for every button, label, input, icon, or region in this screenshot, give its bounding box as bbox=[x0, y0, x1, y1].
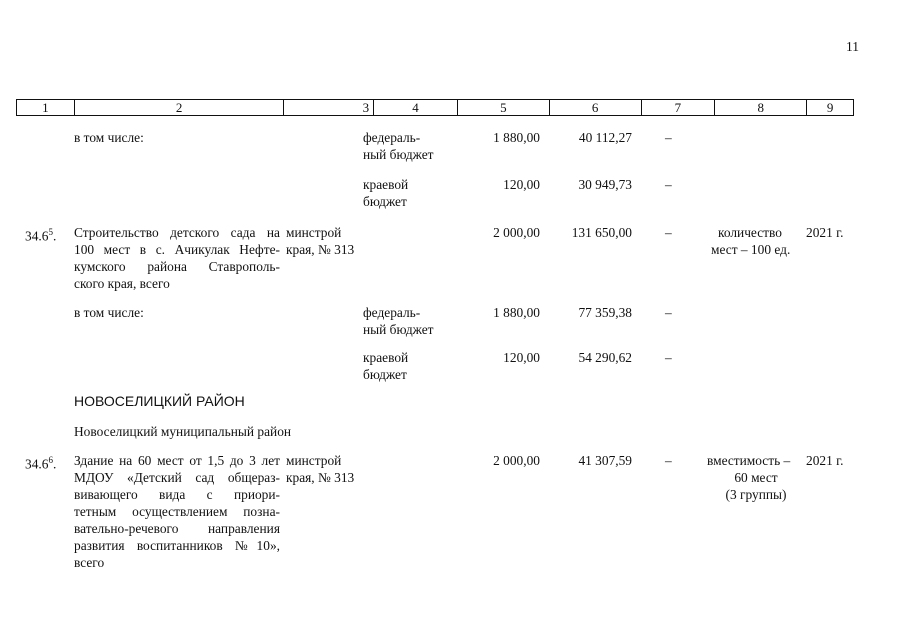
row-number: 34.6$^5$. bbox=[25, 227, 57, 244]
cell-col5: 1 880,00 bbox=[493, 130, 540, 145]
item-name bbox=[74, 452, 280, 571]
cell-col7: – bbox=[665, 305, 672, 320]
cell-col7: – bbox=[665, 225, 672, 240]
federal-budget-label: федераль- bbox=[363, 130, 421, 145]
cell-col5: 120,00 bbox=[503, 177, 540, 192]
item-name-line: тетным осуществлением позна- bbox=[74, 504, 280, 519]
cell-col5: 1 880,00 bbox=[493, 305, 540, 320]
header-cell-5: 5 bbox=[458, 100, 550, 115]
header-cell-8: 8 bbox=[715, 100, 807, 115]
header-cell-9: 9 bbox=[826, 100, 834, 115]
district-title: НОВОСЕЛИЦКИЙ РАЙОН bbox=[74, 393, 245, 409]
indicator: количество bbox=[718, 225, 782, 240]
header-cell-7: 7 bbox=[642, 100, 716, 115]
regional-budget-label: бюджет bbox=[363, 194, 407, 209]
indicator: (3 группы) bbox=[725, 487, 787, 502]
item-name-line: развития воспитанников №10», bbox=[74, 538, 280, 553]
item-name-line: всего bbox=[74, 555, 105, 570]
row-number: 34.6$^6$. bbox=[25, 455, 57, 472]
including-label: в том числе: bbox=[74, 305, 144, 320]
cell-col5: 2 000,00 bbox=[493, 225, 540, 240]
district-subtitle: Новоселицкий муниципальный район bbox=[74, 424, 292, 439]
year: 2021 г. bbox=[806, 225, 844, 240]
header-cell-4: 4 bbox=[374, 100, 458, 115]
item-name-line: вательно-речевого направления bbox=[74, 521, 280, 536]
indicator: мест – 100 ед. bbox=[711, 242, 791, 257]
header-cell-6: 6 bbox=[550, 100, 642, 115]
cell-col7: – bbox=[665, 350, 672, 365]
item-name-line: 100 мест в с. Ачикулак Нефте- bbox=[74, 242, 280, 257]
federal-budget-label: ный бюджет bbox=[363, 322, 434, 337]
customer: края, № 313 bbox=[286, 242, 355, 257]
header-cell-2: 2 bbox=[75, 100, 285, 115]
federal-budget-label: федераль- bbox=[363, 305, 421, 320]
table-header-row bbox=[16, 99, 854, 116]
page-number: 11 bbox=[846, 39, 859, 54]
customer: минстрой bbox=[286, 453, 342, 468]
year: 2021 г. bbox=[806, 453, 844, 468]
item-name bbox=[74, 224, 280, 292]
cell-col5: 120,00 bbox=[503, 350, 540, 365]
cell-col6: 131 650,00 bbox=[571, 225, 632, 240]
header-cell-3: 3 bbox=[284, 100, 374, 115]
customer: края, № 313 bbox=[286, 470, 355, 485]
item-name-line: Строительство детского сада на bbox=[74, 225, 280, 240]
item-name-line: кумского района Ставрополь- bbox=[74, 259, 280, 274]
item-name-line: ского края, всего bbox=[74, 276, 170, 291]
cell-col6: 54 290,62 bbox=[578, 350, 632, 365]
indicator: вместимость – bbox=[707, 453, 791, 468]
cell-col6: 40 112,27 bbox=[578, 130, 632, 145]
regional-budget-label: краевой bbox=[363, 177, 409, 192]
cell-col7: – bbox=[665, 177, 672, 192]
header-cell-1: 1 bbox=[17, 100, 75, 115]
cell-col6: 30 949,73 bbox=[578, 177, 632, 192]
cell-col6: 77 359,38 bbox=[578, 305, 632, 320]
including-label: в том числе: bbox=[74, 130, 144, 145]
item-name-line: вивающего вида с приори- bbox=[74, 487, 280, 502]
indicator: 60 мест bbox=[734, 470, 778, 485]
customer: минстрой bbox=[286, 225, 342, 240]
regional-budget-label: краевой bbox=[363, 350, 409, 365]
cell-col5: 2 000,00 bbox=[493, 453, 540, 468]
federal-budget-label: ный бюджет bbox=[363, 147, 434, 162]
item-name-line: МДОУ «Детский сад общераз- bbox=[74, 470, 280, 485]
cell-col7: – bbox=[665, 453, 672, 468]
cell-col7: – bbox=[665, 130, 672, 145]
cell-col6: 41 307,59 bbox=[578, 453, 632, 468]
regional-budget-label: бюджет bbox=[363, 367, 407, 382]
item-name-line: Здание на 60 мест от 1,5 до 3 лет bbox=[74, 453, 280, 468]
